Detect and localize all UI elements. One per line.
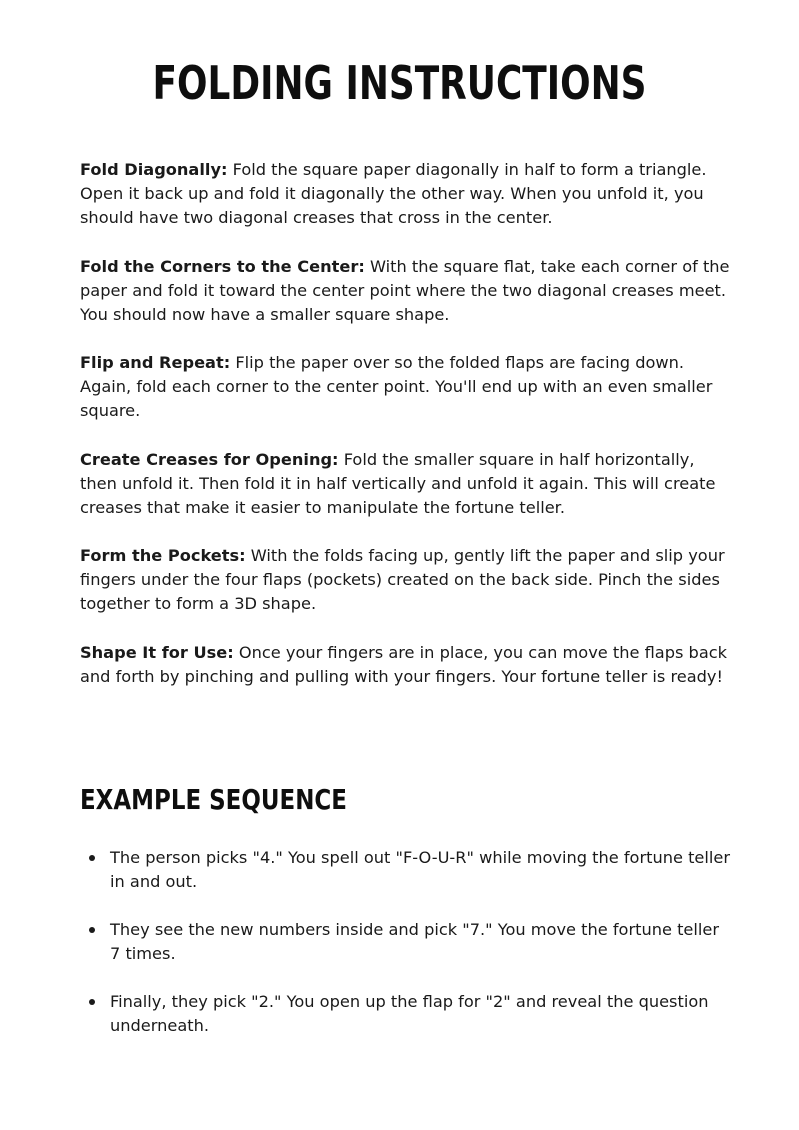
example-heading: EXAMPLE SEQUENCE — [80, 783, 347, 816]
list-item-text: The person picks "4." You spell out "F-O-U-R" while moving the fortune teller in and out. — [110, 848, 730, 891]
bullet-dot-icon — [89, 927, 95, 933]
list-item-text: Finally, they pick "2." You open up the flap for "2" and reveal the question underneath. — [110, 992, 709, 1035]
list-item — [80, 918, 730, 966]
step-fold-diagonally — [80, 158, 730, 230]
step-lead: Create Creases for Opening: — [80, 450, 339, 469]
example-list — [80, 846, 730, 1062]
step-lead: Fold the Corners to the Center: — [80, 257, 365, 276]
step-lead: Shape It for Use: — [80, 643, 234, 662]
list-item-text: They see the new numbers inside and pick "7." You move the fortune teller 7 times. — [110, 920, 719, 963]
step-text: With the folds facing up, gently lift the paper and slip your fingers under the four flaps (pockets) created on the back side. Pinch the sides together to form a 3D shape. — [80, 546, 725, 613]
step-lead: Form the Pockets: — [80, 546, 246, 565]
step-lead: Fold Diagonally: — [80, 160, 228, 179]
step-text: With the square flat, take each corner of the paper and fold it toward the center point where the two diagonal creases meet. You should now have a smaller square shape. — [80, 257, 730, 324]
step-create-creases — [80, 448, 730, 520]
step-text: Once your fingers are in place, you can move the flaps back and forth by pinching and pulling with your fingers. Your fortune teller is ready! — [80, 643, 728, 686]
list-item — [80, 990, 730, 1038]
page-title: FOLDING INSTRUCTIONS — [152, 56, 647, 110]
step-form-pockets — [80, 544, 730, 616]
step-fold-corners — [80, 255, 730, 327]
bullet-dot-icon — [89, 999, 95, 1005]
step-lead: Flip and Repeat: — [80, 353, 231, 372]
step-flip-repeat — [80, 351, 730, 423]
step-shape-for-use — [80, 641, 730, 689]
list-item — [80, 846, 730, 894]
step-text: Fold the square paper diagonally in half to form a triangle. Open it back up and fold it diagonally the other way. When you unfold it, you should have two diagonal creases that cross in the center. — [80, 160, 707, 227]
step-text: Flip the paper over so the folded flaps are facing down. Again, fold each corner to the center point. You'll end up with an even smaller square. — [80, 353, 713, 420]
bullet-dot-icon — [89, 855, 95, 861]
step-text: Fold the smaller square in half horizontally, then unfold it. Then fold it in half vertically and unfold it again. This will create creases that make it easier to manipulate the fortune teller. — [80, 450, 716, 517]
